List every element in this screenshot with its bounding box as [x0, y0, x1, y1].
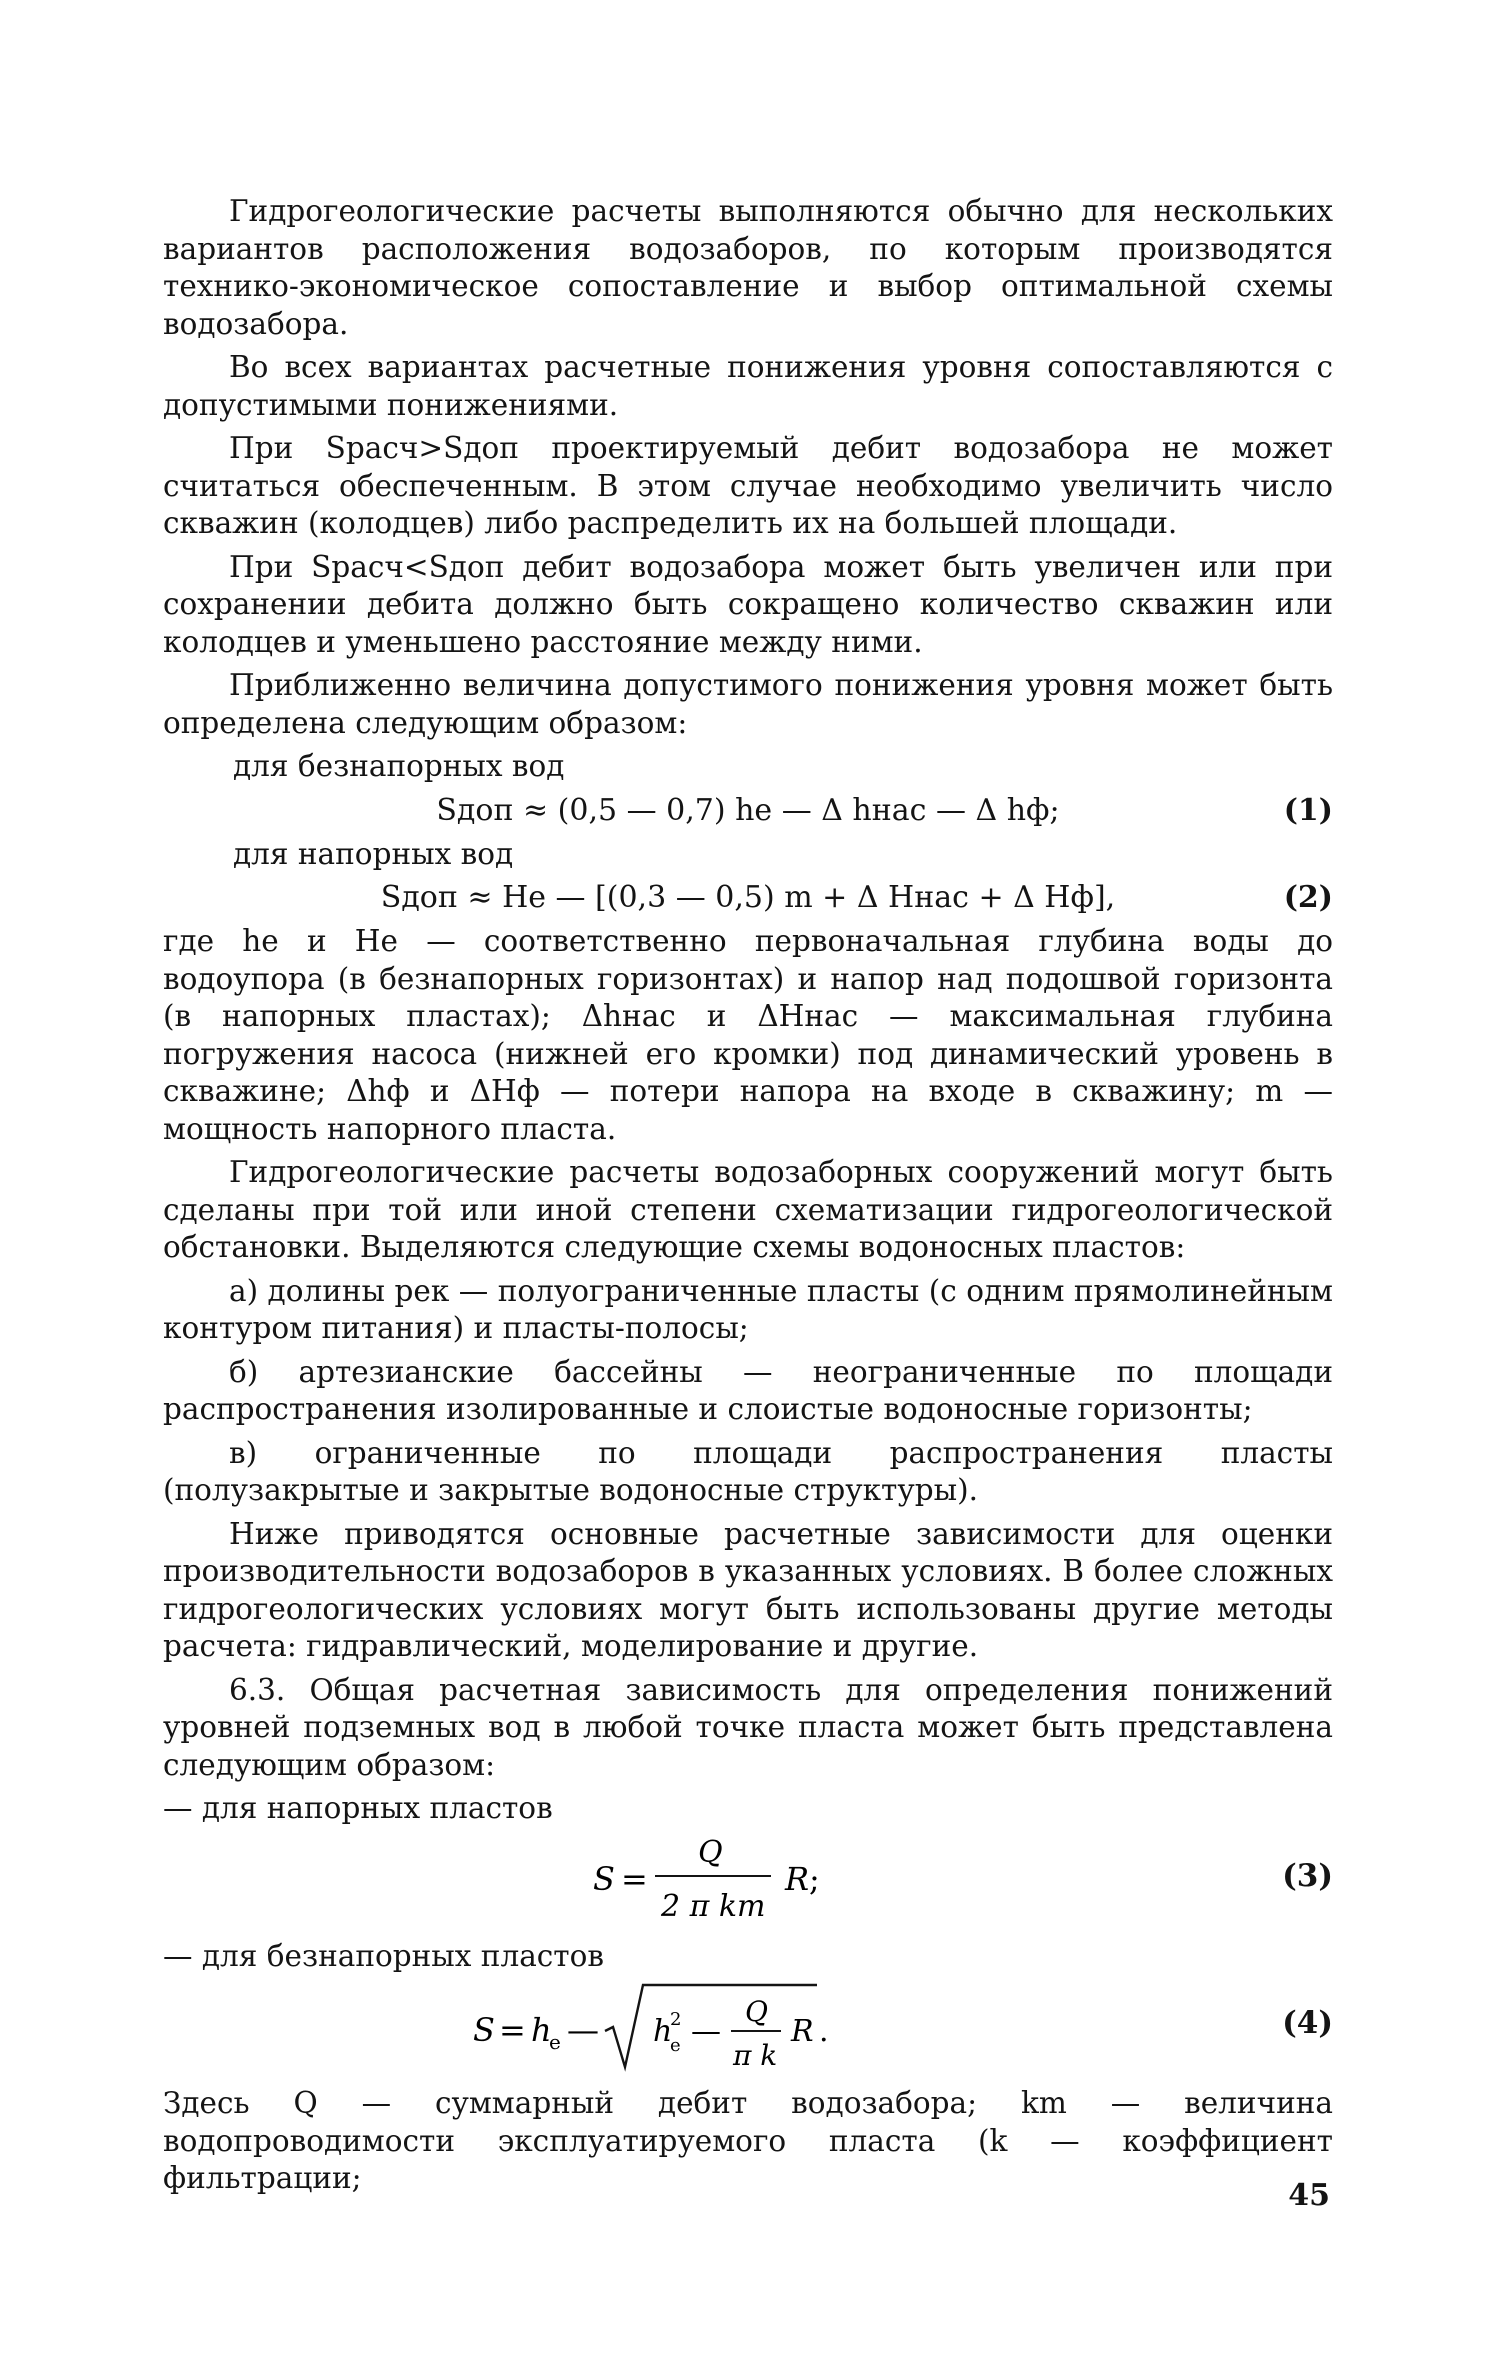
- svg-text:е: е: [549, 2030, 561, 2054]
- formula-1-number: (1): [1283, 792, 1333, 828]
- paragraph-7: Гидрогеологические расчеты водозаборных сооружений могут быть сделаны при той или иной степени схематизации гидрогеологической обстановки. Выделяются следующие схемы водоносных пластов:: [163, 1155, 1333, 1264]
- svg-text:R: R: [791, 2014, 814, 2049]
- formula-lead-1: для безнапорных вод: [233, 749, 565, 783]
- svg-text:;: ;: [809, 1859, 820, 1898]
- svg-text:π k: π k: [733, 2039, 778, 2072]
- list-item-a: а) долины рек — полуограниченные пласты (с одним прямолинейным контуром питания) и пласты-полосы;: [163, 1273, 1333, 1345]
- svg-text:Q: Q: [745, 1995, 768, 2028]
- formula-1-expression: Sдоп ≈ (0,5 — 0,7) hе — Δ hнас — Δ hф;: [436, 792, 1060, 828]
- paragraph-4: При Sрасч<Sдоп дебит водозабора может быть увеличен или при сохранении дебита должно быть сокращено количество скважин или колодцев и уменьшено расстояние между ними.: [163, 549, 1333, 659]
- formula-4-render: [463, 1975, 1023, 2085]
- formula-4-number: (4): [1282, 2005, 1333, 2041]
- formula-2-expression: Sдоп ≈ Hе — [(0,3 — 0,5) m + Δ Hнас + Δ Hф],: [380, 880, 1116, 915]
- formula-2-number: (2): [1283, 880, 1333, 915]
- formula-3-render: [583, 1828, 1003, 1938]
- svg-text:2: 2: [670, 2009, 682, 2030]
- formula-3-number: (3): [1282, 1857, 1333, 1894]
- svg-text:2 π km: 2 π km: [661, 1888, 766, 1924]
- paragraph-8: Ниже приводятся основные расчетные зависимости для оценки производительности водозаборов в указанных условиях. В более сложных гидрогеологических условиях могут быть использованы другие методы расчета: гидравлический, моделирование и другие.: [163, 1516, 1333, 1663]
- list-item-b: б) артезианские бассейны — неограниченные по площади распространения изолированные и слоистые водоносные горизонты;: [163, 1354, 1333, 1426]
- formula-4: [163, 1975, 1333, 2085]
- paragraph-3: При Sрасч>Sдоп проектируемый дебит водозабора не может считаться обеспеченным. В этом случае необходимо увеличить число скважин (колодцев) либо распределить их на большей площади.: [163, 431, 1333, 540]
- page-body: [163, 193, 1333, 2204]
- paragraph-9: 6.3. Общая расчетная зависимость для определения понижений уровней подземных вод в любой точке пласта может быть представлена следующим образом:: [163, 1672, 1333, 1782]
- formula-lead-4: — для безнапорных пластов: [163, 1938, 604, 1973]
- page-number: 45: [1288, 2178, 1330, 2213]
- formula-1: [163, 786, 1333, 836]
- svg-text:=: =: [621, 1859, 648, 1898]
- svg-text:h: h: [653, 2014, 673, 2049]
- svg-text:h: h: [531, 2011, 552, 2049]
- paragraph-1: Гидрогеологические расчеты выполняются обычно для нескольких вариантов расположения водозаборов, по которым производятся технико-экономическое сопоставление и выбор оптимальной схемы водозабора.: [163, 194, 1333, 341]
- svg-text:е: е: [670, 2035, 681, 2056]
- list-item-c: в) ограниченные по площади распространения пласты (полузакрытые и закрытые водоносные структуры).: [163, 1435, 1333, 1507]
- formula-lead-3: — для напорных пластов: [163, 1791, 553, 1825]
- svg-text:R: R: [785, 1859, 810, 1898]
- paragraph-5: Приближенно величина допустимого понижения уровня может быть определена следующим образом:: [163, 668, 1333, 740]
- svg-text:S: S: [593, 1859, 615, 1898]
- svg-text:—: —: [691, 2014, 721, 2049]
- paragraph-10: Здесь Q — суммарный дебит водозабора; km — величина водопроводимости эксплуатируемого пласта (k — коэффициент фильтрации;: [163, 2086, 1333, 2195]
- svg-text:.: .: [819, 2014, 829, 2049]
- formula-3: [163, 1828, 1333, 1938]
- svg-text:Q: Q: [698, 1834, 723, 1870]
- svg-text:S: S: [473, 2011, 495, 2049]
- paragraph-6: где hе и Hе — соответственно первоначальная глубина воды до водоупора (в безнапорных горизонтах) и напор над подошвой горизонта (в напорных пластах); Δhнас и ΔHнас — максимальная глубина погружения насоса (нижней его кромки) под динамический уровень в скважине; Δhф и ΔHф — потери напора на входе в скважину; m — мощность напорного пласта.: [163, 924, 1333, 1146]
- svg-text:=: =: [499, 2011, 526, 2049]
- paragraph-2: Во всех вариантах расчетные понижения уровня сопоставляются с допустимыми понижениями.: [163, 350, 1333, 422]
- formula-2: [163, 873, 1333, 923]
- formula-lead-2: для напорных вод: [233, 836, 514, 871]
- svg-text:—: —: [567, 2011, 599, 2049]
